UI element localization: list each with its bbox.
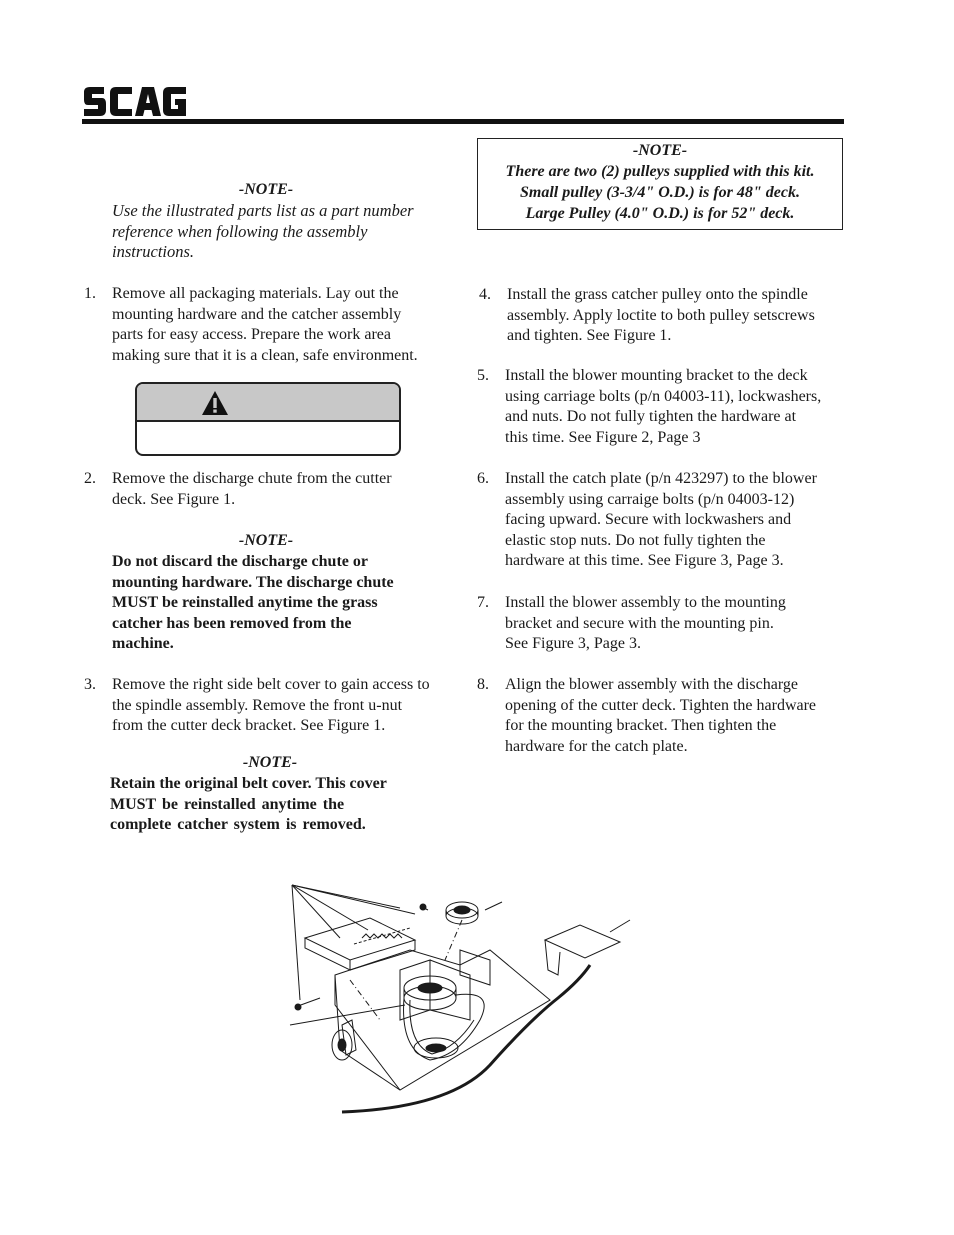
note-line: Small pulley (3-3/4" O.D.) is for 48" deck.: [520, 184, 800, 201]
note-line: There are two (2) pulleys supplied with this kit.: [505, 163, 815, 180]
step-number: 1.: [84, 285, 96, 302]
step-line: making sure that it is a clean, safe environment.: [112, 346, 418, 364]
step-text: [112, 284, 454, 366]
step-line: bracket and secure with the mounting pin.: [505, 614, 774, 632]
note-text: [112, 201, 444, 263]
step-text: [505, 593, 847, 655]
scag-logo: [82, 84, 188, 120]
step-text: [505, 469, 847, 572]
pulley-note-box: [477, 138, 843, 230]
step-line: opening of the cutter deck. Tighten the hardware: [505, 696, 817, 714]
warning-box: [135, 382, 401, 456]
step-line: facing upward. Secure with lockwashers and: [505, 511, 792, 529]
note-line: machine.: [112, 635, 174, 653]
step-line: this time. See Figure 2, Page 3: [505, 428, 701, 446]
step-line: assembly. Apply loctite to both pulley setscrews: [507, 306, 815, 324]
warning-header: [137, 384, 399, 422]
step-line: for the mounting bracket. Then tighten the: [505, 717, 777, 735]
step-line: Install the blower mounting bracket to the deck: [505, 367, 808, 384]
warning-triangle-icon: [201, 390, 229, 416]
note-line: Use the illustrated parts list as a part number: [112, 201, 414, 220]
step-text: [112, 675, 454, 737]
note-heading: -NOTE-: [238, 532, 294, 549]
step-line: and tighten. See Figure 1.: [507, 327, 672, 345]
step-line: Remove the discharge chute from the cutter: [112, 470, 392, 487]
step-text: [505, 675, 847, 757]
step-number: 7.: [477, 594, 489, 611]
note-heading: -NOTE-: [632, 142, 688, 159]
note-line: instructions.: [112, 242, 195, 262]
step-line: using carriage bolts (p/n 04003-11), lockwashers,: [505, 387, 822, 405]
note-line: reference when following the assembly: [112, 221, 368, 241]
note-text: [112, 552, 428, 655]
note-text: [110, 774, 426, 836]
step-line: See Figure 3, Page 3.: [505, 635, 641, 653]
step-text: [112, 469, 454, 510]
step-line: and nuts. Do not fully tighten the hardware at: [505, 408, 797, 426]
step-line: Remove the right side belt cover to gain access to: [112, 676, 430, 693]
note-line: complete catcher system is removed.: [110, 816, 366, 834]
step-line: Align the blower assembly with the discharge: [505, 676, 798, 693]
step-text: [507, 285, 847, 347]
step-line: hardware at this time. See Figure 3, Page 3.: [505, 552, 784, 570]
note-line: mounting hardware. The discharge chute: [112, 573, 394, 591]
step-line: hardware for the catch plate.: [505, 737, 688, 755]
step-text: [505, 366, 847, 448]
deck-assembly-illustration: [280, 880, 650, 1120]
note-line: catcher has been removed from the: [112, 614, 352, 632]
step-line: Install the grass catcher pulley onto the spindle: [507, 286, 808, 303]
step-number: 8.: [477, 676, 489, 693]
step-number: 6.: [477, 470, 489, 487]
step-number: 4.: [479, 286, 491, 303]
note-heading: -NOTE-: [238, 181, 294, 198]
step-line: Install the catch plate (p/n 423297) to the blower: [505, 470, 817, 487]
note-line: Large Pulley (4.0" O.D.) is for 52" deck.: [525, 205, 795, 222]
note-line: MUST be reinstalled anytime the grass: [112, 594, 378, 612]
step-number: 5.: [477, 367, 489, 384]
step-line: the spindle assembly. Remove the front u-nut: [112, 696, 403, 714]
note-line: Do not discard the discharge chute or: [112, 553, 368, 570]
step-line: deck. See Figure 1.: [112, 490, 236, 508]
step-line: from the cutter deck bracket. See Figure 1.: [112, 717, 386, 735]
step-line: Remove all packaging materials. Lay out the: [112, 285, 399, 302]
step-line: Install the blower assembly to the mounting: [505, 594, 786, 611]
note-line: Retain the original belt cover. This cover: [110, 775, 387, 792]
step-number: 2.: [84, 470, 96, 487]
note-heading: -NOTE-: [242, 754, 298, 771]
step-line: parts for easy access. Prepare the work area: [112, 326, 391, 344]
step-line: mounting hardware and the catcher assembly: [112, 305, 402, 323]
step-number: 3.: [84, 676, 96, 693]
header-rule: [82, 119, 844, 124]
step-line: elastic stop nuts. Do not fully tighten the: [505, 531, 766, 549]
note-line: MUST be reinstalled anytime the: [110, 795, 345, 813]
step-line: assembly using carraige bolts (p/n 04003-12): [505, 490, 795, 508]
